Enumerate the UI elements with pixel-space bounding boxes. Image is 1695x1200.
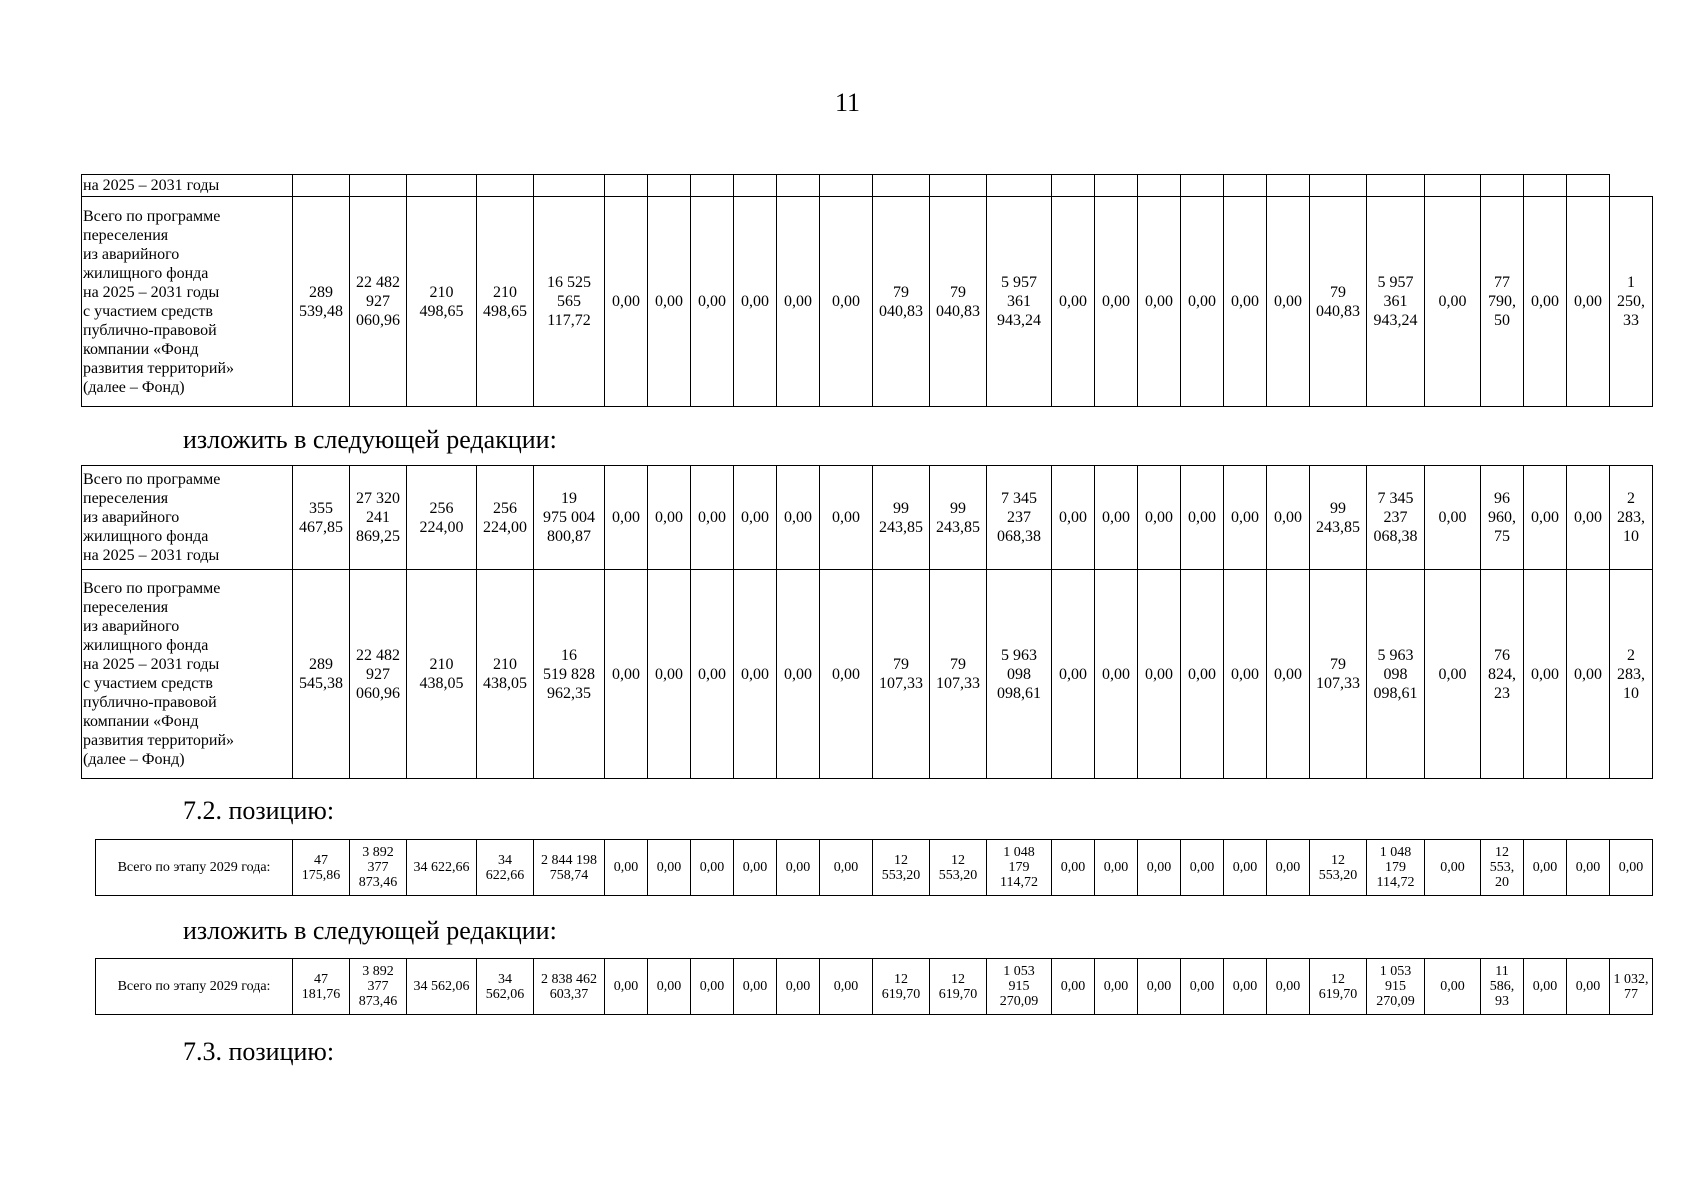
table-cell: 0,00 — [691, 466, 734, 570]
table-cell: 0,00 — [1181, 959, 1224, 1015]
table-cell: 0,00 — [777, 197, 820, 407]
table-cell: 47 175,86 — [293, 840, 350, 896]
table-cell: 0,00 — [1181, 840, 1224, 896]
table-cell: 79 107,33 — [873, 570, 930, 779]
table-cell: 0,00 — [1524, 466, 1567, 570]
section-7-2-heading: 7.2. позицию: — [183, 796, 335, 825]
table-cell: 0,00 — [820, 840, 873, 896]
table-cell — [648, 175, 691, 197]
section-7-3-heading: 7.3. позицию: — [183, 1037, 335, 1066]
table-cell — [1181, 175, 1224, 197]
table-cell: 11 586, 93 — [1481, 959, 1524, 1015]
table-cell: 99 243,85 — [1310, 466, 1367, 570]
row-label: Всего по этапу 2029 года: — [96, 840, 293, 896]
table-cell: 1 032, 77 — [1610, 959, 1653, 1015]
table-cell: 0,00 — [1138, 840, 1181, 896]
table-cell — [1224, 175, 1267, 197]
table-cell: 79 040,83 — [930, 197, 987, 407]
table-row — [82, 570, 1653, 779]
table-cell: 0,00 — [777, 840, 820, 896]
table-row — [82, 466, 1653, 570]
table-cell: 2 283, 10 — [1610, 466, 1653, 570]
table-cell: 79 040,83 — [1310, 197, 1367, 407]
table-cell: 0,00 — [1095, 959, 1138, 1015]
table-cell: 16 519 828 962,35 — [534, 570, 605, 779]
table-cell: 210 438,05 — [407, 570, 477, 779]
table-cell: 5 963 098 098,61 — [1367, 570, 1425, 779]
table-original-totals — [81, 174, 1653, 407]
table-cell: 0,00 — [820, 959, 873, 1015]
table-cell: 0,00 — [734, 197, 777, 407]
table-cell: 0,00 — [648, 466, 691, 570]
table-cell: 0,00 — [691, 840, 734, 896]
table-cell — [1567, 175, 1610, 197]
table-cell — [691, 175, 734, 197]
table-cell: 0,00 — [1052, 197, 1095, 407]
table-cell: 3 892 377 873,46 — [350, 840, 407, 896]
table-cell: 22 482 927 060,96 — [350, 197, 407, 407]
table-cell: 47 181,76 — [293, 959, 350, 1015]
table-cell: 99 243,85 — [930, 466, 987, 570]
table-cell: 12 619,70 — [930, 959, 987, 1015]
table-cell: 0,00 — [1052, 466, 1095, 570]
table-cell: 77 790, 50 — [1481, 197, 1524, 407]
table-cell: 0,00 — [1267, 466, 1310, 570]
table-cell: 0,00 — [1524, 959, 1567, 1015]
table-cell: 0,00 — [691, 570, 734, 779]
table-cell — [1524, 175, 1567, 197]
table-cell: 0,00 — [1267, 959, 1310, 1015]
table-cell: 0,00 — [648, 197, 691, 407]
table-cell: 0,00 — [1138, 570, 1181, 779]
table-cell: 5 963 098 098,61 — [987, 570, 1052, 779]
table-cell: 0,00 — [605, 466, 648, 570]
table-cell: 0,00 — [1267, 197, 1310, 407]
table-cell: 0,00 — [734, 959, 777, 1015]
table-cell: 0,00 — [777, 959, 820, 1015]
table-cell: 12 619,70 — [873, 959, 930, 1015]
table-cell: 0,00 — [1524, 840, 1567, 896]
table-cell: 0,00 — [777, 466, 820, 570]
table-cell: 0,00 — [1138, 197, 1181, 407]
table-cell: 0,00 — [1095, 840, 1138, 896]
table-cell: 256 224,00 — [407, 466, 477, 570]
table-cell: 0,00 — [1052, 840, 1095, 896]
table-cell — [930, 175, 987, 197]
table-cell: 3 892 377 873,46 — [350, 959, 407, 1015]
table-cell: 79 107,33 — [1310, 570, 1367, 779]
table-cell: 0,00 — [777, 570, 820, 779]
table-cell: 7 345 237 068,38 — [1367, 466, 1425, 570]
table-cell: 0,00 — [1224, 840, 1267, 896]
table-cell: 1 048 179 114,72 — [987, 840, 1052, 896]
table-cell: 289 545,38 — [293, 570, 350, 779]
table-cell: 1 250, 33 — [1610, 197, 1653, 407]
table-cell: 0,00 — [820, 570, 873, 779]
table-cell: 0,00 — [1052, 570, 1095, 779]
edit-heading-2: изложить в следующей редакции: — [183, 916, 557, 945]
edit-heading-1: изложить в следующей редакции: — [183, 425, 557, 454]
table-cell: 0,00 — [1524, 197, 1567, 407]
table-cell: 289 539,48 — [293, 197, 350, 407]
table-cell — [605, 175, 648, 197]
table-cell — [1367, 175, 1425, 197]
row-label: Всего по этапу 2029 года: — [96, 959, 293, 1015]
row-label: Всего по программе переселения из аварийного жилищного фонда на 2025 – 2031 годы с участием средств публично-правовой компании «Фонд развития территорий» (далее – Фонд) — [82, 570, 293, 779]
table-cell: 0,00 — [1567, 197, 1610, 407]
table-cell: 355 467,85 — [293, 466, 350, 570]
table-cell: 7 345 237 068,38 — [987, 466, 1052, 570]
table-cell — [1138, 175, 1181, 197]
table-cell: 210 498,65 — [477, 197, 534, 407]
table-cell — [477, 175, 534, 197]
table-cell — [1095, 175, 1138, 197]
table-cell: 0,00 — [734, 466, 777, 570]
table-row — [82, 175, 1653, 197]
table-cell: 0,00 — [1181, 570, 1224, 779]
table-cell: 1 053 915 270,09 — [987, 959, 1052, 1015]
table-cell: 0,00 — [1138, 959, 1181, 1015]
table-cell: 0,00 — [1425, 840, 1481, 896]
table-cell: 1 048 179 114,72 — [1367, 840, 1425, 896]
page-number: 11 — [834, 88, 861, 117]
table-cell: 22 482 927 060,96 — [350, 570, 407, 779]
table-cell: 256 224,00 — [477, 466, 534, 570]
table-cell: 2 838 462 603,37 — [534, 959, 605, 1015]
table-cell — [987, 175, 1052, 197]
table-cell: 2 283, 10 — [1610, 570, 1653, 779]
table-cell: 34 622,66 — [407, 840, 477, 896]
table-revised-totals — [81, 465, 1653, 779]
table-cell: 16 525 565 117,72 — [534, 197, 605, 407]
table-cell — [1310, 175, 1367, 197]
table-cell: 34 562,06 — [477, 959, 534, 1015]
table-cell: 0,00 — [1095, 570, 1138, 779]
table-cell: 96 960, 75 — [1481, 466, 1524, 570]
table-cell — [1052, 175, 1095, 197]
table-cell — [873, 175, 930, 197]
table-cell: 0,00 — [1567, 959, 1610, 1015]
table-cell: 0,00 — [1267, 570, 1310, 779]
table-cell — [734, 175, 777, 197]
table-cell: 0,00 — [1095, 466, 1138, 570]
table-cell: 0,00 — [1052, 959, 1095, 1015]
table-cell: 1 053 915 270,09 — [1367, 959, 1425, 1015]
table-cell: 0,00 — [820, 197, 873, 407]
table-cell: 79 040,83 — [873, 197, 930, 407]
table-cell: 0,00 — [1181, 466, 1224, 570]
table-cell: 19 975 004 800,87 — [534, 466, 605, 570]
table-stage-2029-original — [95, 839, 1653, 896]
table-cell: 12 619,70 — [1310, 959, 1367, 1015]
table-cell — [1425, 175, 1481, 197]
table-cell — [820, 175, 873, 197]
table-cell: 0,00 — [605, 840, 648, 896]
table-cell: 0,00 — [1224, 959, 1267, 1015]
table-cell: 0,00 — [1138, 466, 1181, 570]
table-cell: 0,00 — [1425, 570, 1481, 779]
table-cell — [293, 175, 350, 197]
table-cell: 27 320 241 869,25 — [350, 466, 407, 570]
table-cell: 210 498,65 — [407, 197, 477, 407]
table-cell: 0,00 — [648, 959, 691, 1015]
table-cell: 0,00 — [1425, 959, 1481, 1015]
table-cell: 0,00 — [734, 570, 777, 779]
table-cell: 2 844 198 758,74 — [534, 840, 605, 896]
table-cell: 0,00 — [691, 959, 734, 1015]
table-cell: 0,00 — [648, 570, 691, 779]
table-cell: 5 957 361 943,24 — [1367, 197, 1425, 407]
table-cell: 0,00 — [605, 570, 648, 779]
table-cell: 0,00 — [1567, 570, 1610, 779]
table-cell: 0,00 — [820, 466, 873, 570]
table-row — [96, 959, 1653, 1015]
table-cell: 0,00 — [1524, 570, 1567, 779]
row-label: Всего по программе переселения из аварийного жилищного фонда на 2025 – 2031 годы — [82, 466, 293, 570]
table-cell: 0,00 — [1095, 197, 1138, 407]
table-cell — [350, 175, 407, 197]
table-cell: 0,00 — [1267, 840, 1310, 896]
table-cell: 0,00 — [648, 840, 691, 896]
table-cell: 0,00 — [1224, 466, 1267, 570]
table-cell — [407, 175, 477, 197]
table-cell: 0,00 — [1425, 197, 1481, 407]
row-label: Всего по программе переселения из аварийного жилищного фонда на 2025 – 2031 годы с участием средств публично-правовой компании «Фонд развития территорий» (далее – Фонд) — [82, 197, 293, 407]
table-row — [96, 840, 1653, 896]
table-cell: 79 107,33 — [930, 570, 987, 779]
table-cell: 34 562,06 — [407, 959, 477, 1015]
table-cell: 0,00 — [1425, 466, 1481, 570]
table-cell: 5 957 361 943,24 — [987, 197, 1052, 407]
table-cell — [1267, 175, 1310, 197]
table-cell: 0,00 — [1181, 197, 1224, 407]
table-cell: 0,00 — [605, 959, 648, 1015]
table-cell: 210 438,05 — [477, 570, 534, 779]
row-label: на 2025 – 2031 годы — [82, 175, 293, 197]
table-row — [82, 197, 1653, 407]
table-cell: 0,00 — [1610, 840, 1653, 896]
table-cell: 76 824, 23 — [1481, 570, 1524, 779]
table-cell: 0,00 — [1224, 570, 1267, 779]
table-cell: 34 622,66 — [477, 840, 534, 896]
table-cell: 0,00 — [1224, 197, 1267, 407]
table-cell — [1481, 175, 1524, 197]
table-cell: 12 553,20 — [930, 840, 987, 896]
table-cell: 0,00 — [1567, 840, 1610, 896]
table-cell: 12 553,20 — [873, 840, 930, 896]
table-cell — [777, 175, 820, 197]
table-cell: 0,00 — [691, 197, 734, 407]
table-cell: 99 243,85 — [873, 466, 930, 570]
table-stage-2029-revised — [95, 958, 1653, 1015]
table-cell: 0,00 — [1567, 466, 1610, 570]
table-cell: 12 553,20 — [1310, 840, 1367, 896]
table-cell — [534, 175, 605, 197]
table-cell: 12 553, 20 — [1481, 840, 1524, 896]
table-cell: 0,00 — [605, 197, 648, 407]
table-cell: 0,00 — [734, 840, 777, 896]
